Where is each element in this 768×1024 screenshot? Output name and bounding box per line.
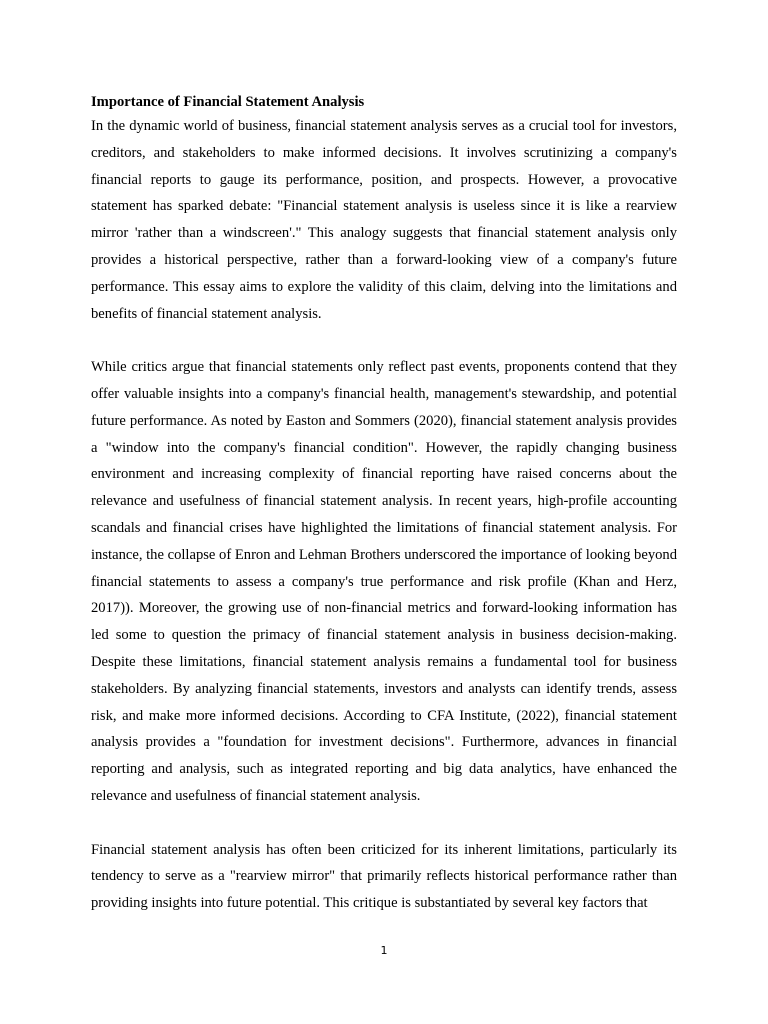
paragraph-limitations: Financial statement analysis has often been criticized for its inherent limitations, particularly its tendency to serve as a "rearview mirror" that primarily reflects historical performance rather than providing insights into future potential. This critique is substantiated by several key factors that: [91, 841, 677, 912]
document-body: [91, 92, 677, 917]
paragraph-critics-and-proponents: While critics argue that financial statements only reflect past events, proponents contend that they offer valuable insights into a company's financial health, management's stewardship, and potential future performance. As noted by Easton and Sommers (2020), financial statement analysis provides a "window into the company's financial condition". However, the rapidly changing business environment and increasing complexity of financial reporting have raised concerns about the relevance and usefulness of financial statement analysis. In recent years, high-profile accounting scandals and financial crises have highlighted the limitations of financial statement analysis. For instance, the collapse of Enron and Lehman Brothers underscored the importance of looking beyond financial statements to assess a company's true performance and risk profile (Khan and Herz, 2017)). Moreover, the growing use of non-financial metrics and forward-looking information has led some to question the primacy of financial statement analysis in business decision-making. Despite these limitations, financial statement analysis remains a fundamental tool for business stakeholders. By analyzing financial statements, investors and analysts can identify trends, assess risk, and make more informed decisions. According to CFA Institute, (2022), financial statement analysis provides a "foundation for investment decisions". Furthermore, advances in financial reporting and analysis, such as integrated reporting and big data analytics, have enhanced the relevance and usefulness of financial statement analysis.: [91, 359, 678, 804]
document-title: Importance of Financial Statement Analysis: [91, 94, 365, 110]
page-number: 1: [380, 944, 388, 957]
paragraph-introduction: In the dynamic world of business, financial statement analysis serves as a crucial tool for investors, creditors, and stakeholders to make informed decisions. It involves scrutinizing a company's financial reports to gauge its performance, position, and prospects. However, a provocative statement has sparked debate: "Financial statement analysis is useless since it is like a rearview mirror 'rather than a windscreen'." This analogy suggests that financial statement analysis only provides a historical perspective, rather than a forward-looking view of a company's future performance. This essay aims to explore the validity of this claim, delving into the limitations and benefits of financial statement analysis.: [91, 118, 677, 322]
